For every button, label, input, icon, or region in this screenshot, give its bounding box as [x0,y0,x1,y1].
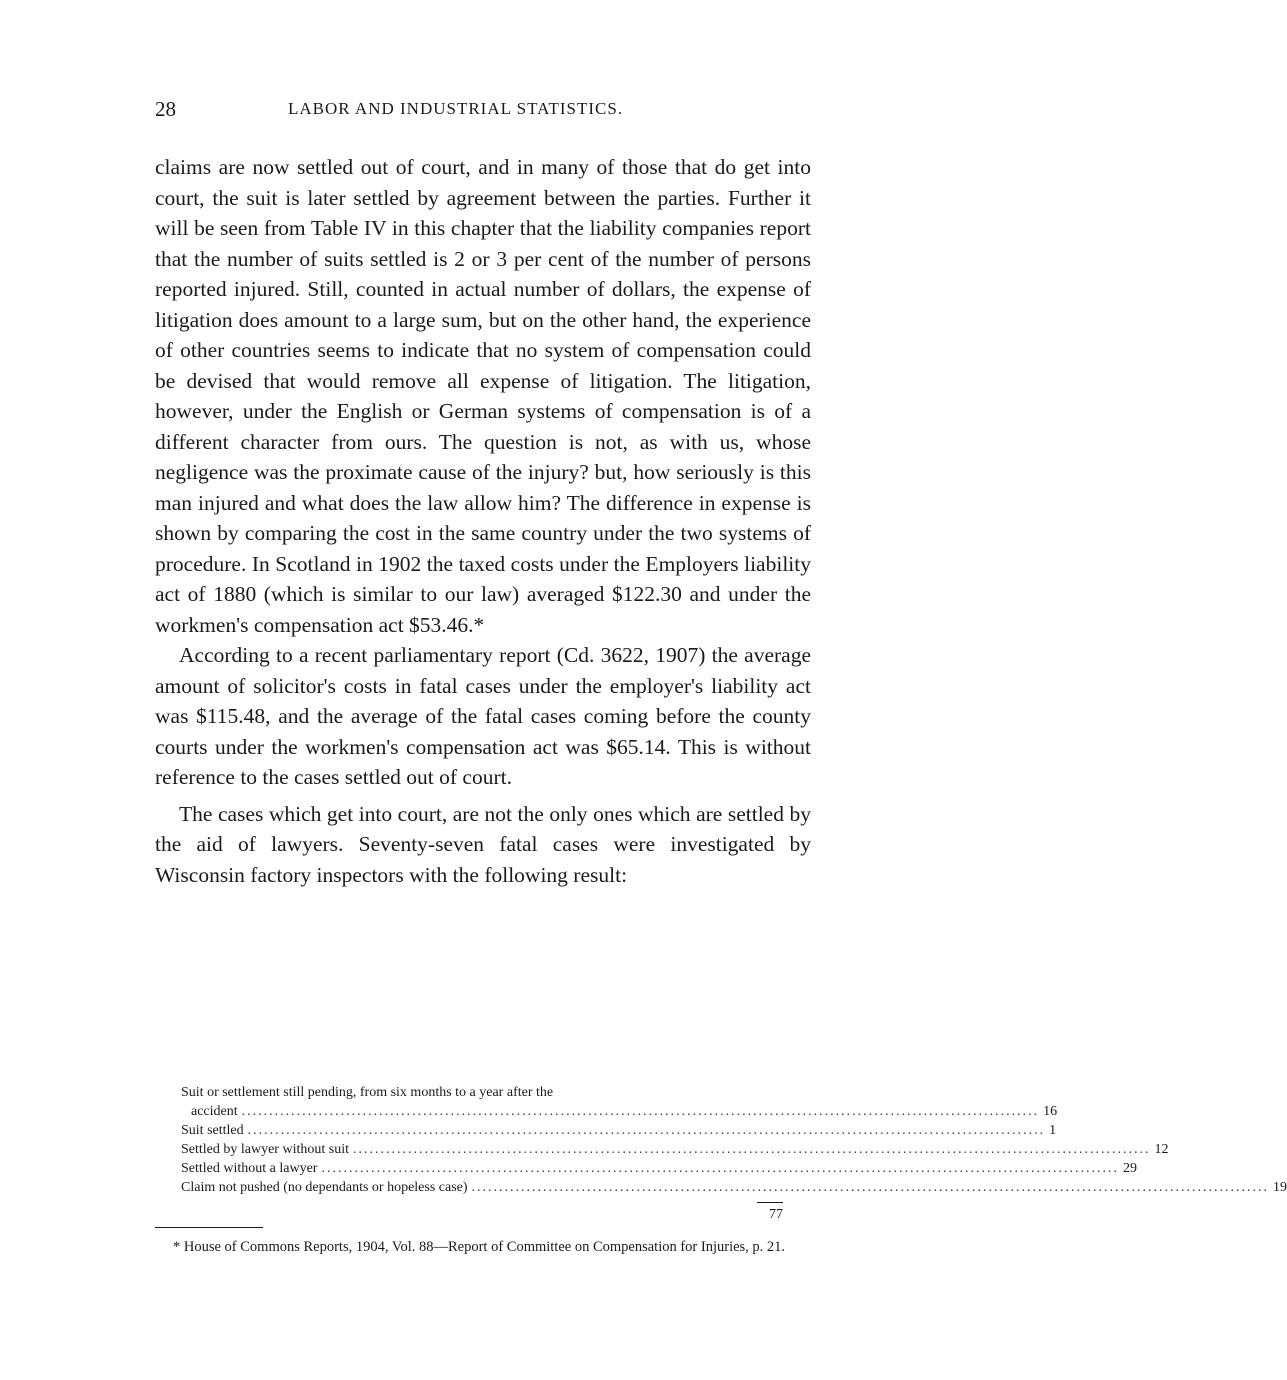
paragraph: The cases which get into court, are not the only ones which are settled by the aid of lawyers. Seventy-seven fatal cases were investigated by Wisconsin factory inspectors with the following result: [155,801,811,887]
leader-dots: ................................................................................................................................................. [321,1161,1119,1176]
tally-row [181,1159,1137,1178]
tally-label: Suit settled [181,1123,244,1138]
tally-label: Claim not pushed (no dependants or hopeless case) [181,1180,468,1195]
tally-value: 19 [1273,1180,1287,1195]
page-number: 28 [155,97,176,121]
total-rule [757,1202,783,1203]
tally-row [181,1121,1057,1140]
footnote: * House of Commons Reports, 1904, Vol. 88—Report of Committee on Compensation for Injuries, p. 21. [173,1239,786,1255]
tally-label: Settled without a lawyer [181,1161,318,1176]
result-tally [181,1083,1287,1197]
tally-label: accident [191,1104,238,1119]
leader-dots: ................................................................................................................................................. [247,1123,1046,1138]
tally-value: 16 [1043,1104,1058,1119]
tally-label: Settled by lawyer without suit [181,1142,349,1157]
tally-first-line: Suit or settlement still pending, from six months to a year after the [181,1085,554,1100]
tally-total: 77 [769,1207,783,1222]
paragraph: According to a recent parliamentary report (Cd. 3622, 1907) the average amount of solicitor's costs in fatal cases under the employer's liability act was $115.48, and the average of the fatal cases coming before the county courts under the workmen's compensation act was $65.14. This is without reference to the cases settled out of court. [155,643,811,789]
leader-dots: ................................................................................................................................................. [471,1180,1270,1195]
running-title: LABOR AND INDUSTRIAL STATISTICS. [288,99,624,118]
body-text [155,152,811,890]
tally-row [181,1140,1169,1159]
footnote-rule [155,1227,263,1228]
tally-value: 12 [1154,1142,1169,1157]
tally-value: 1 [1049,1123,1057,1138]
page-header [155,95,805,125]
paragraph: claims are now settled out of court, and in many of those that do get into court, the suit is later settled by agreement between the parties. Further it will be seen from Table IV in this chapter that the liability companies report that the number of suits settled is 2 or 3 per cent of the number of persons reported injured. Still, counted in actual number of dollars, the expense of litigation does amount to a large sum, but on the other hand, the experience of other countries seems to indicate that no system of compensation could be devised that would remove all expense of litigation. The litigation, however, under the English or German systems of compensation is of a different character from ours. The question is not, as with us, whose negligence was the proximate cause of the injury? but, how seriously is this man injured and what does the law allow him? The difference in expense is shown by comparing the cost in the same country under the two systems of procedure. In Scotland in 1902 the taxed costs under the Employers liability act of 1880 (which is similar to our law) averaged $122.30 and under the workmen's compensation act $53.46.* [155,155,811,637]
leader-dots: ................................................................................................................................................. [352,1142,1151,1157]
tally-row [181,1102,1058,1121]
tally-row [181,1178,1287,1197]
leader-dots: ................................................................................................................................................. [241,1104,1040,1119]
tally-value: 29 [1122,1161,1137,1176]
